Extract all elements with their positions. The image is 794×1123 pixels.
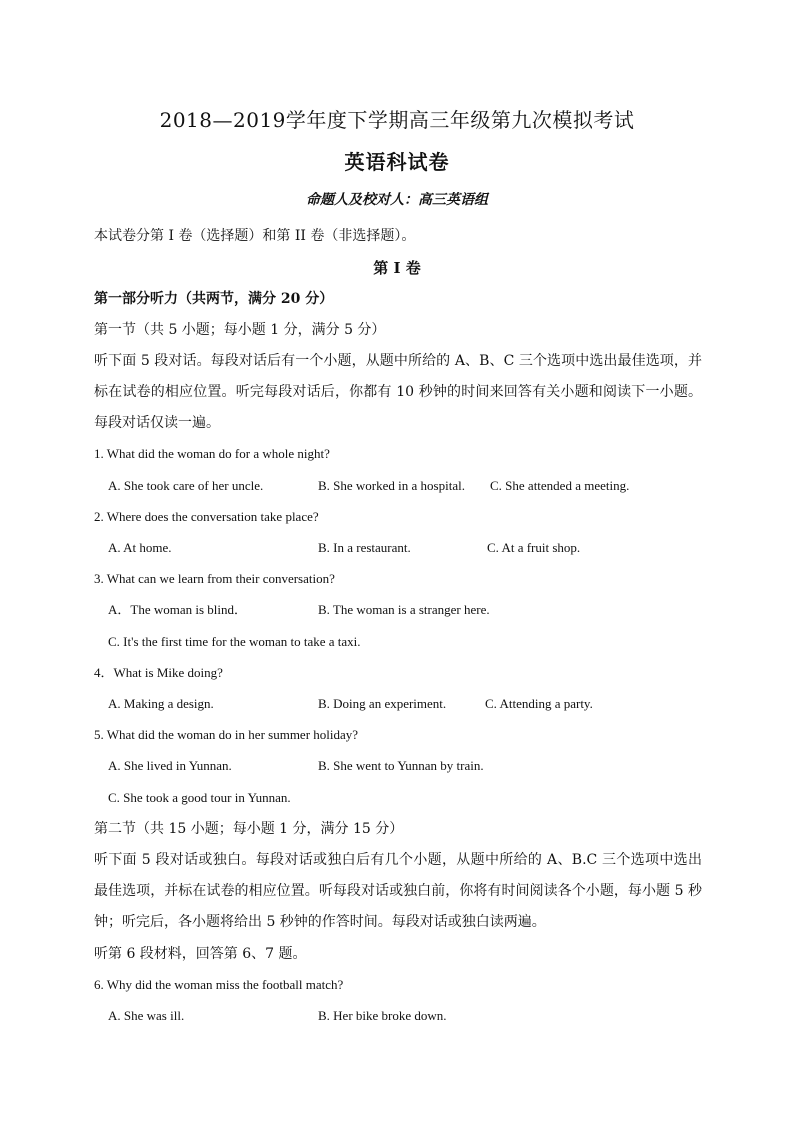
question-5: 5. What did the woman do in her summer holiday?	[94, 727, 359, 742]
question-1-option-b: B. She worked in a hospital.	[318, 478, 465, 493]
question-6-option-a: A. She was ill.	[108, 1008, 185, 1023]
question-1-option-c: C. She attended a meeting.	[490, 478, 630, 493]
volume-heading: 第 I 卷	[373, 259, 421, 277]
question-2-option-b: B. In a restaurant.	[318, 540, 411, 555]
question-3-option-b: B. The woman is a stranger here.	[318, 602, 490, 617]
question-6: 6. Why did the woman miss the football match?	[94, 977, 344, 992]
question-3: 3. What can we learn from their conversation?	[94, 571, 335, 586]
section2-heading: 第二节（共 15 小题；每小题 1 分，满分 15 分）	[94, 821, 404, 837]
question-1-option-a: A. She took care of her uncle.	[108, 478, 264, 493]
intro-text: 本试卷分第 I 卷（选择题）和第 II 卷（非选择题）。	[94, 228, 416, 244]
question-5-option-b: B. She went to Yunnan by train.	[318, 758, 484, 773]
section1-instructions: 听下面 5 段对话。每段对话后有一个小题，从题中所给的 A、B、C 三个选项中选出最佳选项，并标在试卷的相应位置。听完每段对话后，你都有 10 秒钟的时间来回答有关小题和阅读下一小题。每段对话仅读一遍。	[94, 353, 702, 431]
section1-heading: 第一节（共 5 小题；每小题 1 分，满分 5 分）	[94, 322, 386, 338]
section2-instructions: 听下面 5 段对话或独白。每段对话或独白后有几个小题，从题中所给的 A、B.C 三个选项中选出最佳选项，并标在试卷的相应位置。听每段对话或独白前，你将有时间阅读各个小题，每小题 5 秒钟；听完后，各小题将给出 5 秒钟的作答时间。每段对话或独白读两遍。	[94, 852, 702, 930]
part1-heading: 第一部分听力（共两节，满分 20 分）	[94, 291, 334, 307]
exam-title: 2018—2019学年度下学期高三年级第九次模拟考试	[159, 108, 635, 132]
question-4-option-b: B. Doing an experiment.	[318, 696, 447, 711]
question-5-option-c: C. She took a good tour in Yunnan.	[108, 790, 291, 805]
question-5-option-a: A. She lived in Yunnan.	[108, 758, 232, 773]
question-4-option-a: A. Making a design.	[108, 696, 214, 711]
exam-subtitle: 英语科试卷	[344, 150, 450, 174]
question-4-option-c: C. Attending a party.	[485, 696, 593, 711]
question-3-option-c: C. It's the first time for the woman to take a taxi.	[108, 634, 361, 649]
exam-author: 命题人及校对人：高三英语组	[306, 192, 488, 208]
question-4: 4．What is Mike doing?	[94, 665, 223, 680]
question-2-option-a: A. At home.	[108, 540, 172, 555]
question-3-option-a: A．The woman is blind．	[108, 602, 248, 617]
question-2: 2. Where does the conversation take place?	[94, 509, 319, 524]
question-2-option-c: C. At a fruit shop.	[487, 540, 581, 555]
material-note: 听第 6 段材料，回答第 6、7 题。	[94, 946, 307, 962]
question-1: 1. What did the woman do for a whole night?	[94, 446, 330, 461]
question-6-option-b: B. Her bike broke down.	[318, 1008, 447, 1023]
